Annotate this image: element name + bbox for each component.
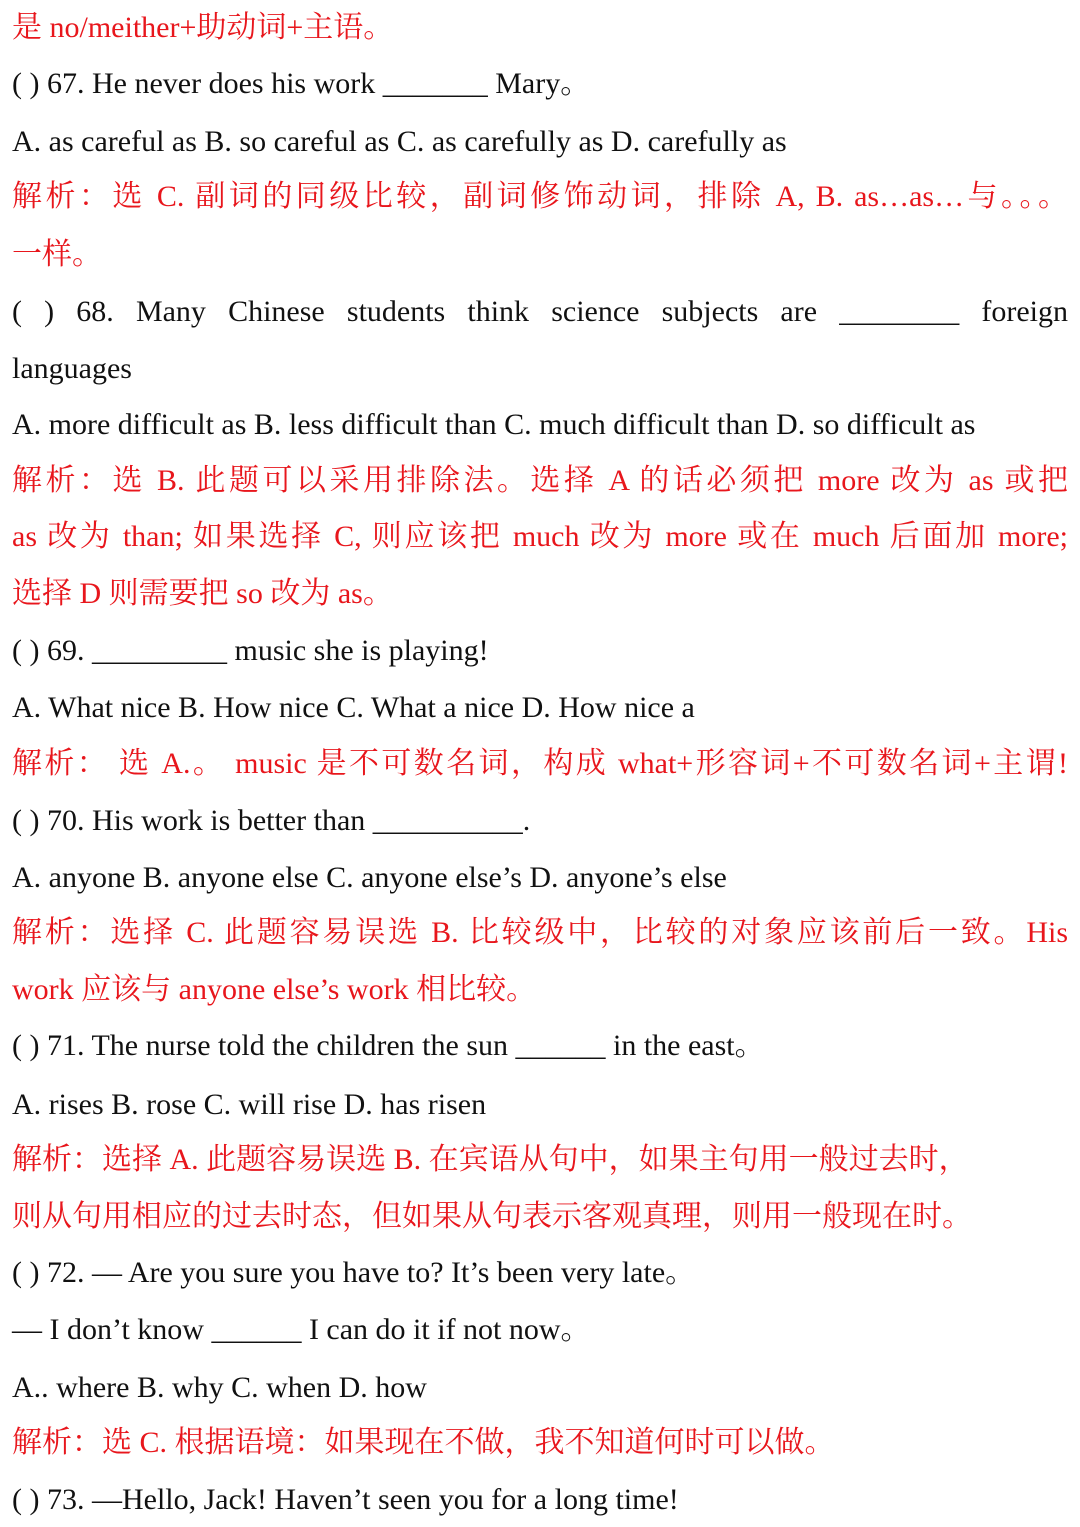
question-68-line-1: ( ) 68. Many Chinese students think science subjects are ________ foreign (12, 295, 1068, 328)
explanation-70-line-2: work 应该与 anyone else’s work 相比较。 (12, 973, 537, 1006)
explanation-67-line-1: 解析：选 C. 副词的同级比较，副词修饰动词，排除 A, B. as…as…与。。。 (12, 180, 1068, 213)
question-70-options: A. anyone B. anyone else C. anyone else’s D. anyone’s else (12, 861, 727, 894)
question-67-options: A. as careful as B. so careful as C. as carefully as D. carefully as (12, 125, 787, 158)
explanation-71-line-2: 则从句用相应的过去时态，但如果从句表示客观真理，则用一般现在时。 (12, 1200, 972, 1233)
question-69-options: A. What nice B. How nice C. What a nice D. How nice a (12, 691, 695, 724)
question-71: ( ) 71. The nurse told the children the sun ______ in the east。 (12, 1029, 765, 1062)
question-72-line-1: ( ) 72. — Are you sure you have to? It’s been very late。 (12, 1256, 696, 1289)
question-72-options: A.. where B. why C. when D. how (12, 1371, 427, 1404)
question-72-line-2: — I don’t know ______ I can do it if not now。 (12, 1313, 591, 1346)
explanation-68-line-3: 选择 D 则需要把 so 改为 as。 (12, 577, 393, 610)
explanation-71-line-1: 解析：选择 A. 此题容易误选 B. 在宾语从句中，如果主句用一般过去时， (12, 1143, 969, 1176)
explanation-68-line-2: as 改为 than; 如果选择 C, 则应该把 much 改为 more 或在 much 后面加 more; (12, 520, 1068, 553)
explanation-72: 解析：选 C. 根据语境：如果现在不做，我不知道何时可以做。 (12, 1426, 835, 1459)
question-69: ( ) 69. _________ music she is playing! (12, 634, 489, 667)
explanation-line: 是 no/meither+助动词+主语。 (12, 11, 394, 44)
question-70: ( ) 70. His work is better than __________. (12, 804, 531, 837)
question-67: ( ) 67. He never does his work _______ Mary。 (12, 67, 591, 100)
question-68-options: A. more difficult as B. less difficult than C. much difficult than D. so difficult as (12, 408, 976, 441)
explanation-69: 解析： 选 A.。 music 是不可数名词，构成 what+形容词+不可数名词+主谓! (12, 747, 1068, 780)
question-73: ( ) 73. —Hello, Jack! Haven’t seen you for a long time! (12, 1483, 679, 1516)
explanation-67-line-2: 一样。 (12, 238, 102, 271)
question-68-line-2: languages (12, 352, 132, 385)
explanation-70-line-1: 解析：选择 C. 此题容易误选 B. 比较级中，比较的对象应该前后一致。His (12, 916, 1068, 949)
explanation-68-line-1: 解析：选 B. 此题可以采用排除法。选择 A 的话必须把 more 改为 as 或把 (12, 464, 1068, 497)
question-71-options: A. rises B. rose C. will rise D. has risen (12, 1088, 487, 1121)
